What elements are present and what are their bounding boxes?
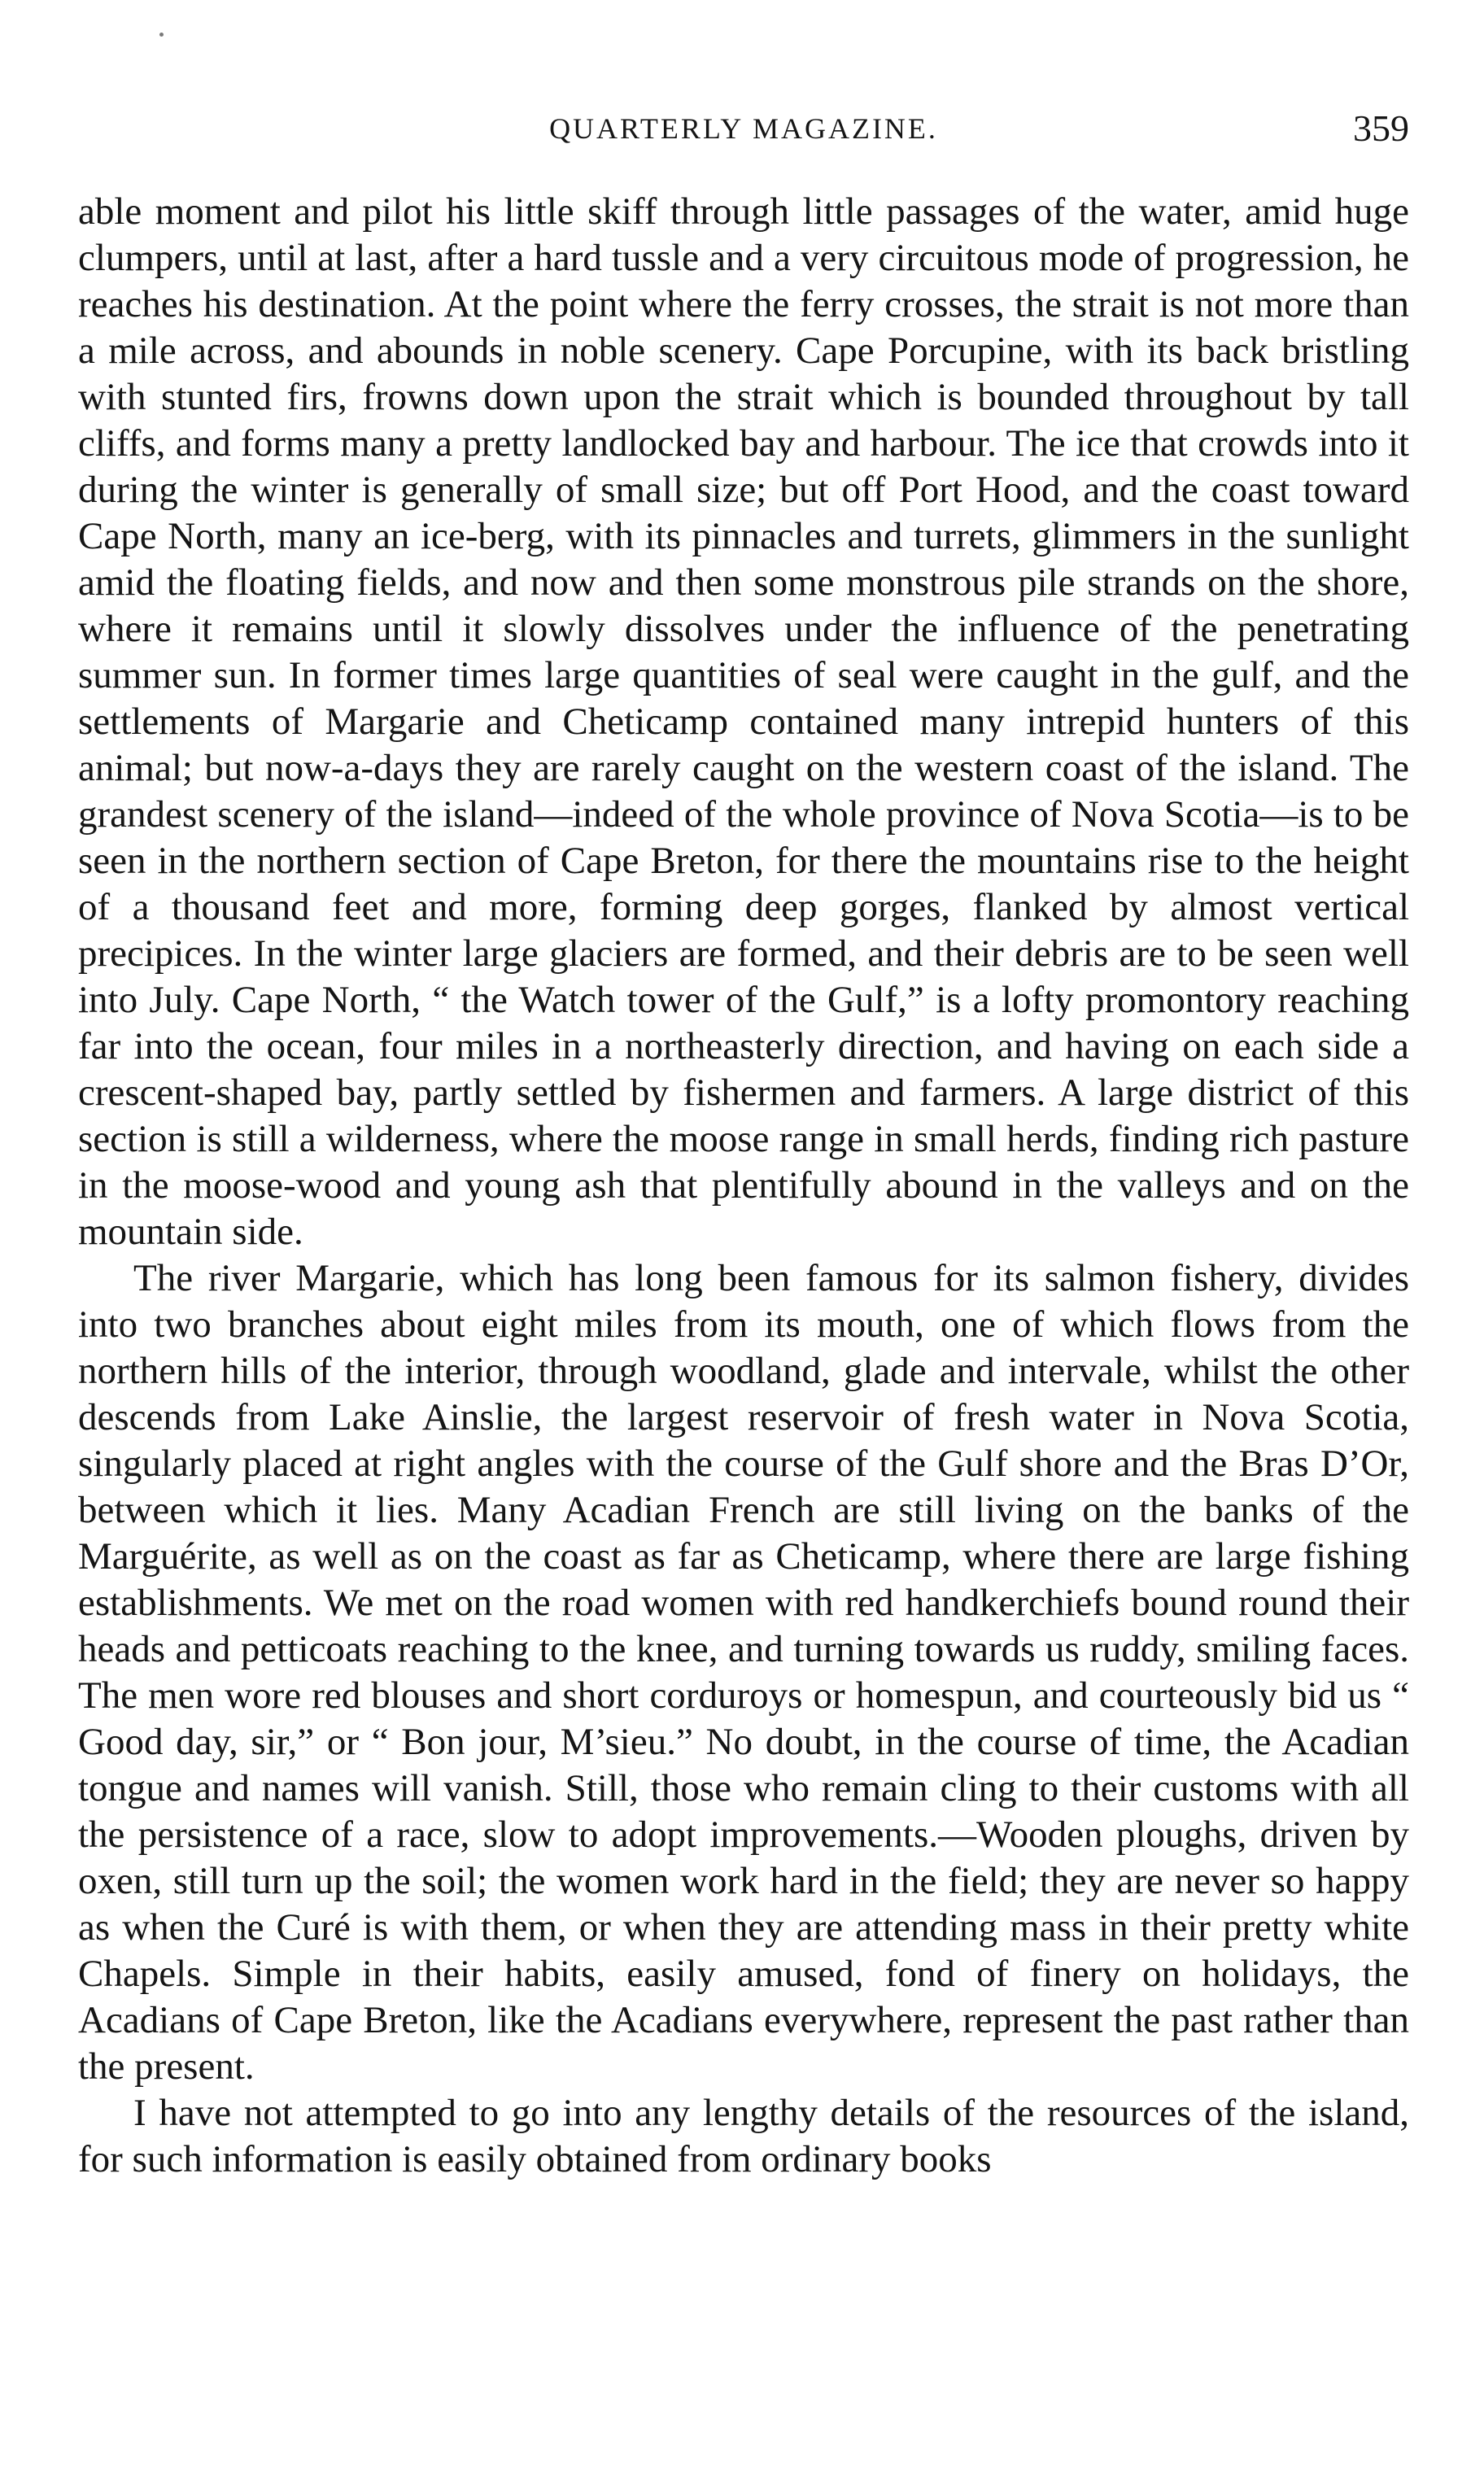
paragraph-resources: I have not attempted to go into any lengthy details of the resources of the island, for such information is easily obtained from ordinary books — [78, 2092, 1409, 2180]
running-title: QUARTERLY MAGAZINE. — [549, 112, 938, 145]
paragraph-river-margarie: The river Margarie, which has long been famous for its salmon fishery, divides into two branches about eight miles from its mouth, one of which flows from the northern hills of the interior, through woodland, glade and intervale, whilst the other descends from Lake Ainslie, the largest reservoir of fresh water in Nova Scotia, singularly placed at right angles with the course of the Gulf shore and the Bras D’Or, between which it lies. Many Acadian French are still living on the banks of the Marguérite, as well as on the coast as far as Cheticamp, where there are large fishing establishments. We met on the road women with red handkerchiefs bound round their heads and petticoats reaching to the knee, and turning towards us ruddy, smiling faces. The men wore red blouses and short corduroys or homespun, and courteously bid us “ Good day, sir,” or “ Bon jour, M’sieu.” No doubt, in the course of time, the Acadian tongue and names will vanish. Still, those who remain cling to their customs with all the persistence of a race, slow to adopt improvements.—Wooden ploughs, driven by oxen, still turn up the soil; the women work hard in the field; they are never so happy as when the Curé is with them, or when they are attending mass in their pretty white Chapels. Simple in their habits, easily amused, fond of finery on holidays, the Acadians of Cape Breton, like the Acadians everywhere, represent the past rather than the present. — [78, 1257, 1409, 2088]
page-number: 359 — [1353, 107, 1409, 149]
running-head — [78, 104, 1409, 153]
body-text — [78, 189, 1409, 2183]
print-speck — [159, 33, 164, 37]
paragraph-continued: able moment and pilot his little skiff through little passages of the water, amid huge clumpers, until at last, after a hard tussle and a very circuitous mode of progression, he reaches his destination. At the point where the ferry crosses, the strait is not more than a mile across, and abounds in noble scenery. Cape Porcupine, with its back bristling with stunted firs, frowns down upon the strait which is bounded throughout by tall cliffs, and forms many a pretty landlocked bay and harbour. The ice that crowds into it during the winter is generally of small size; but off Port Hood, and the coast toward Cape North, many an ice-berg, with its pinnacles and turrets, glimmers in the sunlight amid the floating fields, and now and then some monstrous pile strands on the shore, where it remains until it slowly dissolves under the influence of the penetrating summer sun. In former times large quantities of seal were caught in the gulf, and the settlements of Margarie and Cheticamp contained many intrepid hunters of this animal; but now-a-days they are rarely caught on the western coast of the island. The grandest scenery of the island—indeed of the whole province of Nova Scotia—is to be seen in the northern section of Cape Breton, for there the mountains rise to the height of a thousand feet and more, forming deep gorges, flanked by almost vertical precipices. In the winter large glaciers are formed, and their debris are to be seen well into July. Cape North, “ the Watch tower of the Gulf,” is a lofty promontory reaching far into the ocean, four miles in a northeasterly direction, and having on each side a crescent-shaped bay, partly settled by fishermen and farmers. A large district of this section is still a wilderness, where the moose range in small herds, finding rich pasture in the moose-wood and young ash that plentifully abound in the valleys and on the mountain side. — [78, 190, 1409, 1253]
